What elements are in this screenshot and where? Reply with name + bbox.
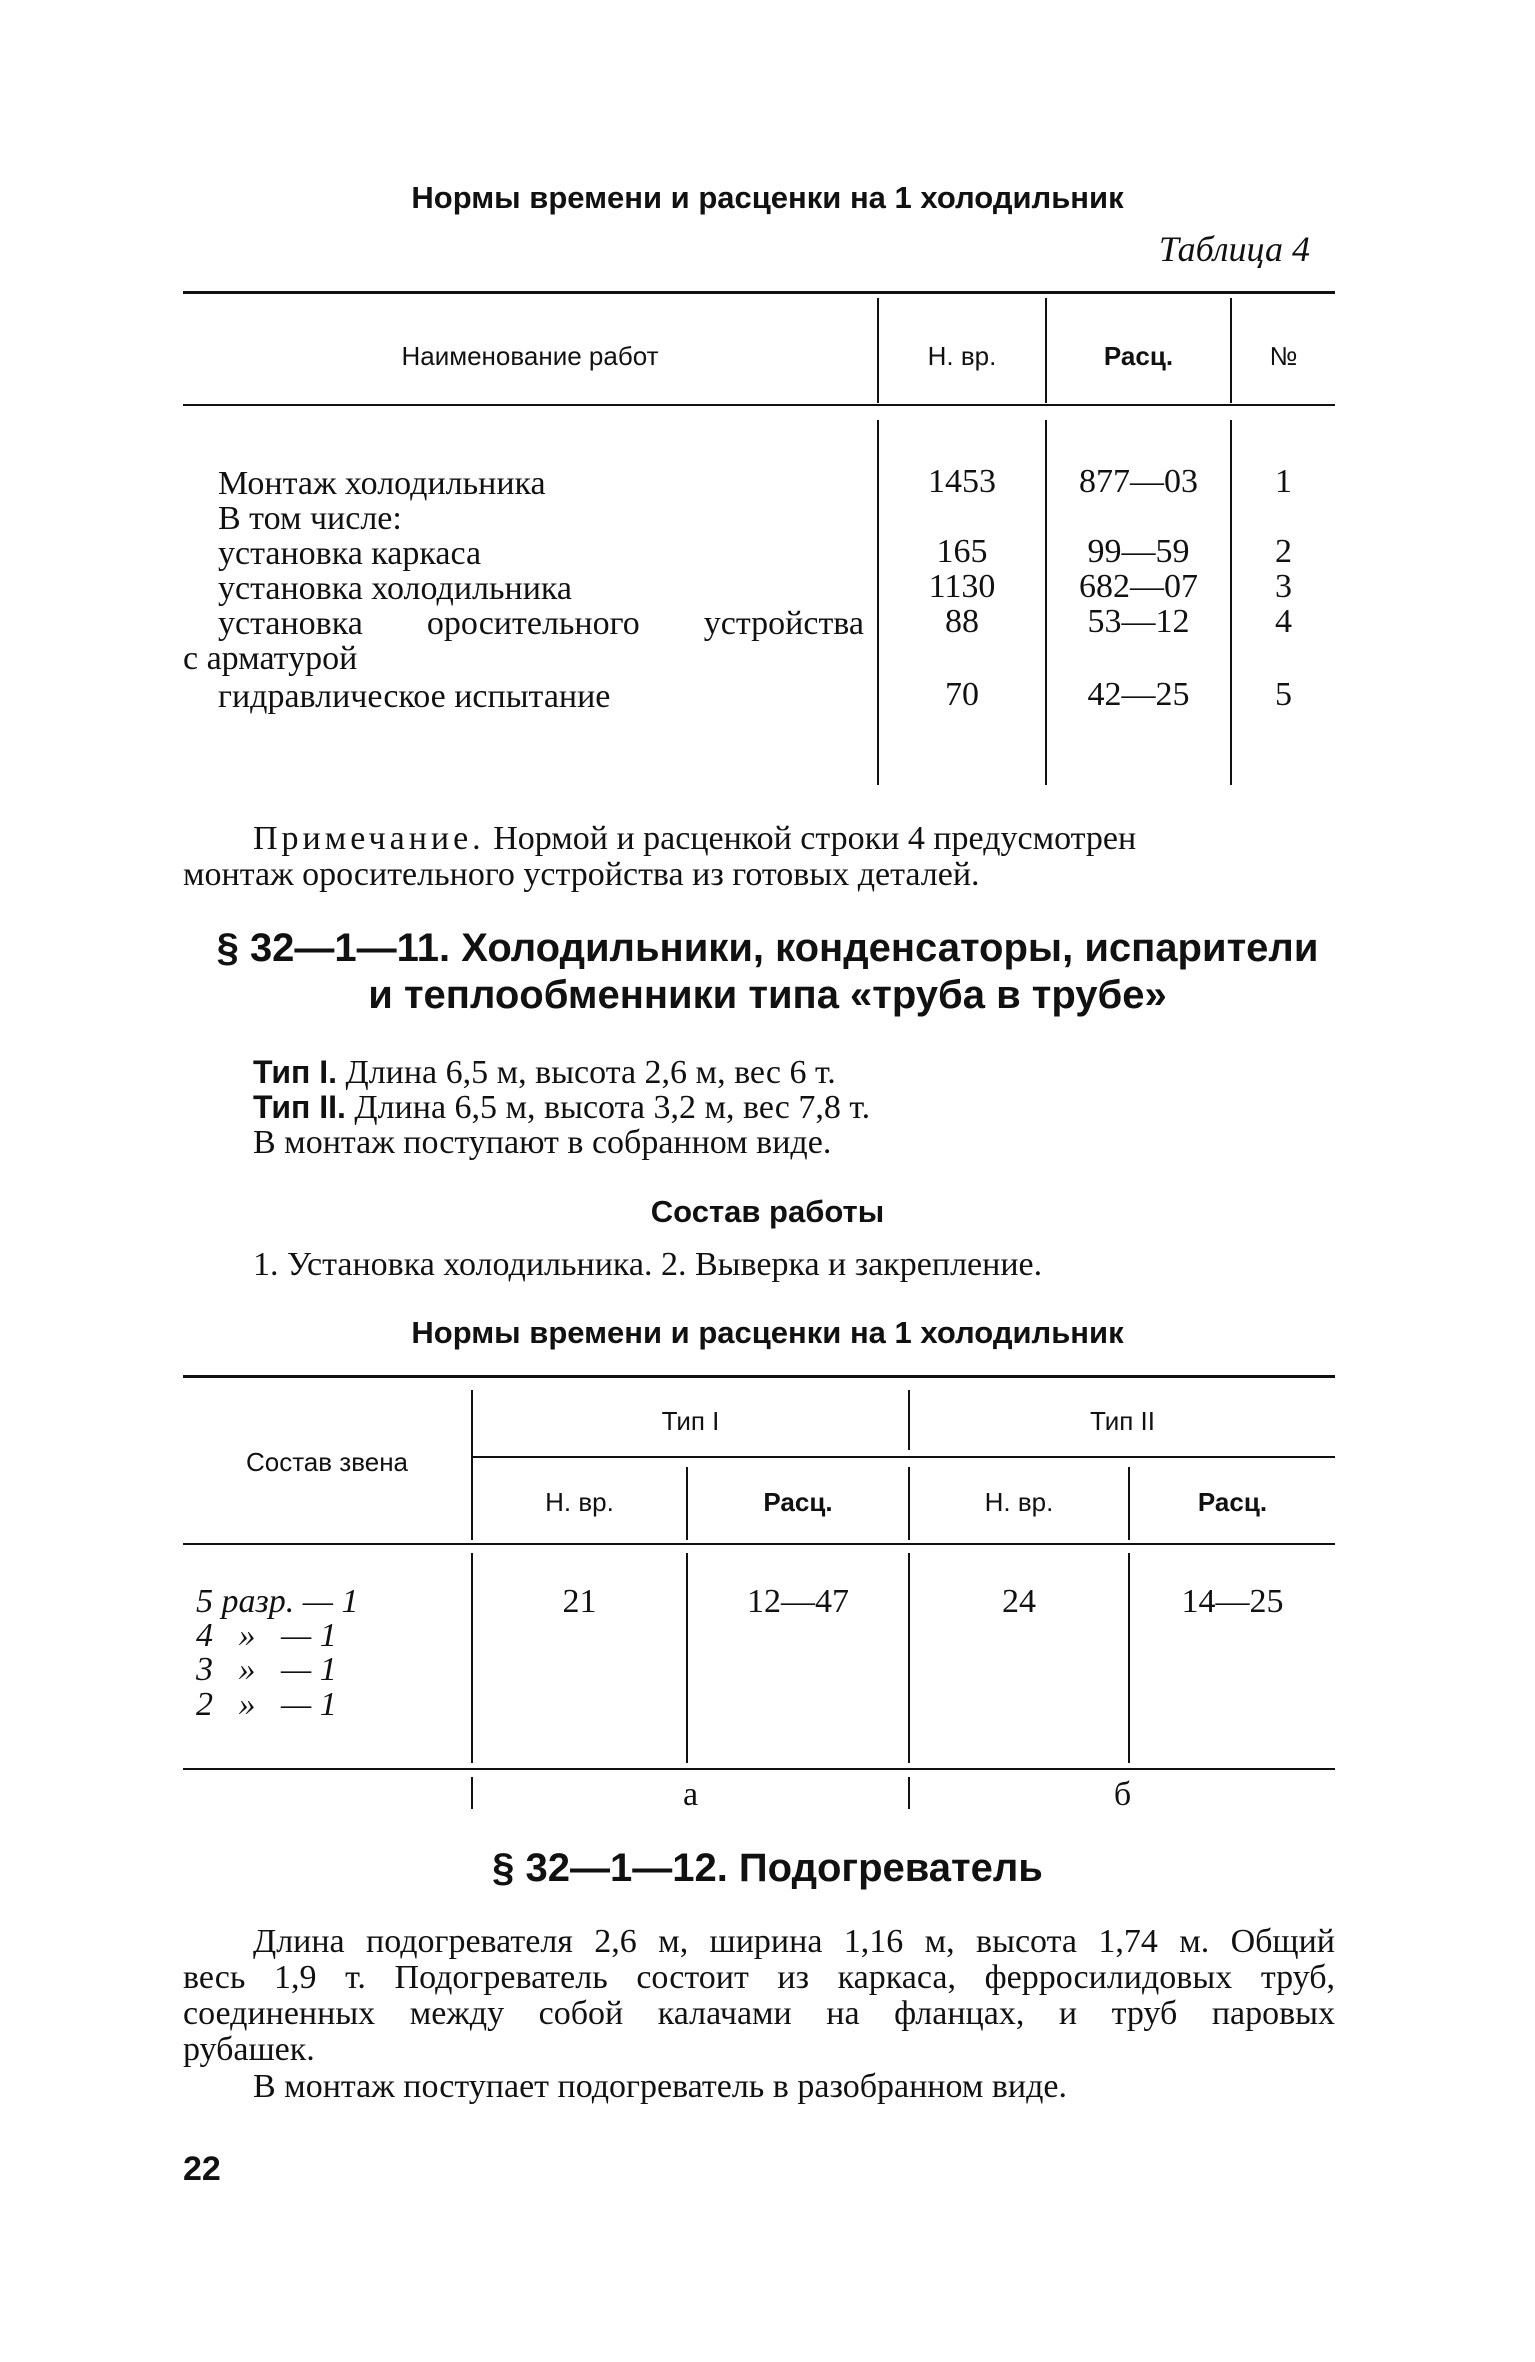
section11-heading-2: и теплообменники типа «труба в трубе» [368, 973, 1167, 1017]
type2-nvr-value: 24 [1002, 1583, 1036, 1620]
section11-norms-title: Нормы времени и расценки на 1 холодильник [411, 1315, 1124, 1350]
table2-mid-rule [471, 1456, 1335, 1458]
type1-text: Длина 6,5 м, высота 2,6 м, вес 6 т. [345, 1054, 836, 1091]
table2-footer-a: а [682, 1776, 699, 1813]
table4-note [253, 822, 1136, 856]
type2-text: Длина 6,5 м, высота 3,2 м, вес 7,8 т. [354, 1089, 871, 1126]
table4-row-num: 4 [1275, 603, 1292, 640]
table4-row-nvr: 70 [945, 676, 979, 713]
table4-row-rasc: 99—59 [1087, 533, 1190, 570]
table4-header-num: № [1269, 341, 1298, 371]
table4-row-name: установка оросительного устройства [218, 605, 864, 642]
table4-row-name: установка холодильника [218, 570, 572, 607]
table4-row-nvr: 1453 [928, 463, 996, 500]
section12-para-line4: рубашек. [183, 2031, 315, 2068]
section12-para-line3: соединенных между собой калачами на фланцах, и труб паровых [183, 1995, 1335, 2032]
crew-line: 3 » — 1 [196, 1651, 337, 1688]
section12-para-line1: Длина подогревателя 2,6 м, ширина 1,16 м, высота 1,74 м. Общий [253, 1923, 1335, 1960]
table4-row-num: 3 [1275, 568, 1292, 605]
table4-header-nvr: Н. вр. [927, 341, 997, 371]
table4-top-rule [183, 291, 1335, 294]
table4-row-name: установка каркаса [218, 535, 482, 572]
table4-row-rasc: 42—25 [1087, 676, 1190, 713]
table4-row-name: Монтаж холодильника [218, 465, 546, 502]
table2-header-type1: Тип I [661, 1406, 720, 1436]
page-number: 22 [183, 2150, 221, 2188]
table4-title: Нормы времени и расценки на 1 холодильник [411, 180, 1124, 215]
section11-delivery: В монтаж поступают в собранном виде. [253, 1124, 832, 1161]
table4-row-rasc: 877—03 [1079, 463, 1198, 500]
table2-bottom-rule [183, 1768, 1335, 1770]
type2-rasc-value: 14—25 [1181, 1583, 1284, 1620]
table4-row-name: гидравлическое испытание [218, 678, 611, 715]
table2-header-type1-rasc: Расц. [763, 1487, 833, 1517]
section12-heading: § 32—1—12. Подогреватель [492, 1846, 1043, 1890]
type1-rasc-value: 12—47 [747, 1583, 849, 1620]
table2-footer-b: б [1113, 1776, 1132, 1813]
table4-row-name: с арматурой [183, 640, 358, 677]
table4-header-name: Наименование работ [401, 341, 659, 371]
section12-para-line2: весь 1,9 т. Подогреватель состоит из каркаса, ферросилидовых труб, [183, 1959, 1335, 1996]
section11-type1 [253, 1055, 836, 1090]
table4-row-nvr: 88 [945, 603, 979, 640]
table4-row-nvr: 165 [936, 533, 988, 570]
table4-row-nvr: 1130 [928, 568, 996, 605]
table4-row-num: 5 [1275, 676, 1292, 713]
section11-heading-1: § 32—1—11. Холодильники, конденсаторы, испарители [216, 926, 1319, 970]
table4-header-rasc: Расц. [1103, 341, 1174, 371]
section11-type2 [253, 1090, 870, 1125]
table2-header-type2-rasc: Расц. [1197, 1487, 1268, 1517]
table2-header-type2-nvr: Н. вр. [984, 1487, 1054, 1517]
table2-header-crew: Состав звена [245, 1447, 409, 1477]
type1-lead: Тип I. [253, 1054, 337, 1090]
note-text: Нормой и расценкой строки 4 предусмотрен [493, 820, 1137, 857]
table2-header-rule [183, 1543, 1335, 1545]
section12-para2: В монтаж поступает подогреватель в разобранном виде. [253, 2068, 1067, 2105]
table2-header-type1-nvr: Н. вр. [545, 1487, 614, 1517]
table4-row-rasc: 682—07 [1079, 568, 1198, 605]
type2-lead: Тип II. [253, 1089, 346, 1125]
crew-line: 4 » — 1 [196, 1617, 337, 1654]
table4-note-line2: монтаж оросительного устройства из готовых деталей. [183, 856, 980, 893]
section11-work-text: 1. Установка холодильника. 2. Выверка и закрепление. [253, 1246, 1043, 1283]
table4-header-rule [183, 404, 1335, 406]
table4-row-num: 2 [1275, 533, 1292, 570]
table4-row-name: В том числе: [218, 500, 402, 537]
section11-work-title: Состав работы [650, 1194, 885, 1229]
note-lead: Примечание. [253, 820, 485, 857]
crew-line: 5 разр. — 1 [196, 1583, 359, 1620]
table2-top-rule [183, 1375, 1335, 1378]
crew-line: 2 » — 1 [196, 1686, 337, 1723]
table4-row-rasc: 53—12 [1087, 603, 1190, 640]
table2-header-type2: Тип II [1089, 1406, 1155, 1436]
table4-row-num: 1 [1275, 463, 1292, 500]
table4-label: Таблица 4 [1158, 229, 1310, 269]
type1-nvr-value: 21 [562, 1583, 597, 1620]
